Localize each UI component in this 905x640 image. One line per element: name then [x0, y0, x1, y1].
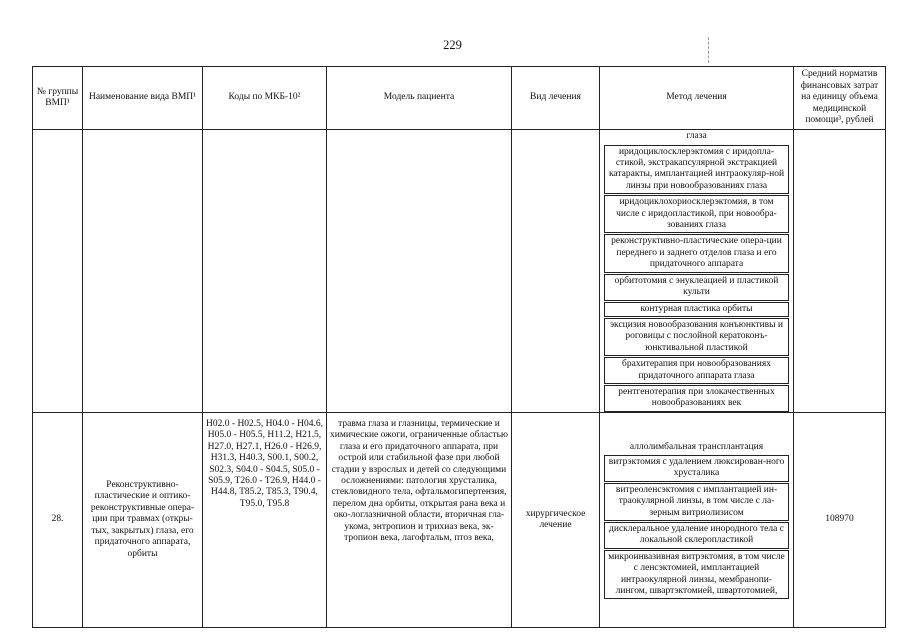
cell-vmp-name: Реконструктивно-пластические и оптико-реконструктивные опера-ции при травмах (откры-тых, закрытых) глаза, его придаточного аппарата, орбиты: [83, 413, 203, 628]
page-number: 229: [443, 38, 462, 52]
header-vmp-name: Наименование вида ВМП¹: [83, 67, 203, 130]
method-item: витрэктомия с удалением люксирован-ного хрусталика: [604, 455, 789, 482]
header-treatment-type: Вид лечения: [512, 67, 600, 130]
method-item: иридоциклосклерэктомия с иридопла-стикой, экстракапсулярной экстракцией катаракты, имплантацией интраокуляр-ной линзы при новообразованиях глаза: [604, 145, 789, 195]
cell-empty: [83, 130, 203, 413]
cell-treatment-type: хирургическое лечение: [512, 413, 600, 628]
header-treatment-method: Метод лечения: [600, 67, 794, 130]
header-group-no: № группы ВМП¹: [33, 67, 83, 130]
cell-avg-cost: 108970: [794, 413, 886, 628]
method-item: рентгенотерапия при злокачественных новообразованиях век: [604, 385, 789, 412]
cell-empty: [512, 130, 600, 413]
method-item: иридоциклохориосклерэктомия, в том числе с иридопластикой, при новообра-зованиях глаза: [604, 195, 789, 233]
header-avg-cost: Средний норматив финансовых затрат на единицу объема медицинской помощи³, рублей: [794, 67, 886, 130]
cell-methods-28: [600, 413, 794, 628]
cell-methods-continuation: [600, 130, 794, 413]
method-item: микроинвазивная витрэктомия, в том числе с ленсэктомией, имплантацией интраокулярной линзы, мембранопи-лингом, швартэктомией, швартотомией,: [604, 550, 789, 600]
method-item: контурная пластика орбиты: [604, 302, 789, 317]
method-item: аллолимбальная трансплантация: [629, 441, 764, 452]
cell-empty: [33, 130, 83, 413]
method-item: орбитотомия с энуклеацией и пластикой культи: [604, 274, 789, 301]
cell-icd-codes: H02.0 - H02.5, H04.0 - H04.6, H05.0 - H05.5, H11.2, H21.5, H27.0, H27.1, H26.0 - H26.9, H31.3, H40.3, S00.1, S00.2, S02.3, S04.0 - S04.5, S05.0 - S05.9, T26.0 - T26.9, H44.0 - H44.8, T85.2, T85.3, T90.4, T95.0, T95.8: [203, 413, 327, 628]
cell-empty: [794, 130, 886, 413]
table-header-row: [33, 67, 886, 130]
cell-empty: [327, 130, 512, 413]
method-item: витреоленсэктомия с имплантацией ин-траокулярной линзы, в том числе с ла-зерным витриолизисом: [604, 483, 789, 521]
method-item: дисклеральное удаление инородного тела с локальной склеропластикой: [604, 522, 789, 549]
cell-group-no: 28.: [33, 413, 83, 628]
method-item: эксцизия новообразования конъюнктивы и роговицы с послойной кератоконъ-юнктивальной пластикой: [604, 318, 789, 356]
vmp-table: [32, 66, 886, 628]
method-item: реконструктивно-пластические опера-ции переднего и заднего отделов глаза и его придаточного аппарата: [604, 234, 789, 272]
header-icd-codes: Коды по МКБ-10²: [203, 67, 327, 130]
method-item: глаза: [686, 131, 707, 142]
cell-empty: [203, 130, 327, 413]
table-row-28: [33, 413, 886, 628]
table-row-continuation: [33, 130, 886, 413]
scan-artifact-line: [708, 37, 710, 63]
header-patient-model: Модель пациента: [327, 67, 512, 130]
method-item: брахитерапия при новообразованиях придаточного аппарата глаза: [604, 357, 789, 384]
cell-patient-model: травма глаза и глазницы, термические и химические ожоги, ограниченные областью глаза и его придаточного аппарата, при острой или стабильной фазе при любой стадии у взрослых и детей со следующими осложнениями: патология хрусталика, стекловидного тела, офтальмогипертензия, перелом дна орбиты, открытая рана века и око-логлазничной области, вторичная гла-укома, энтропион и трихиаз века, эк-тропион века, лагофтальм, птоз века,: [327, 413, 512, 628]
